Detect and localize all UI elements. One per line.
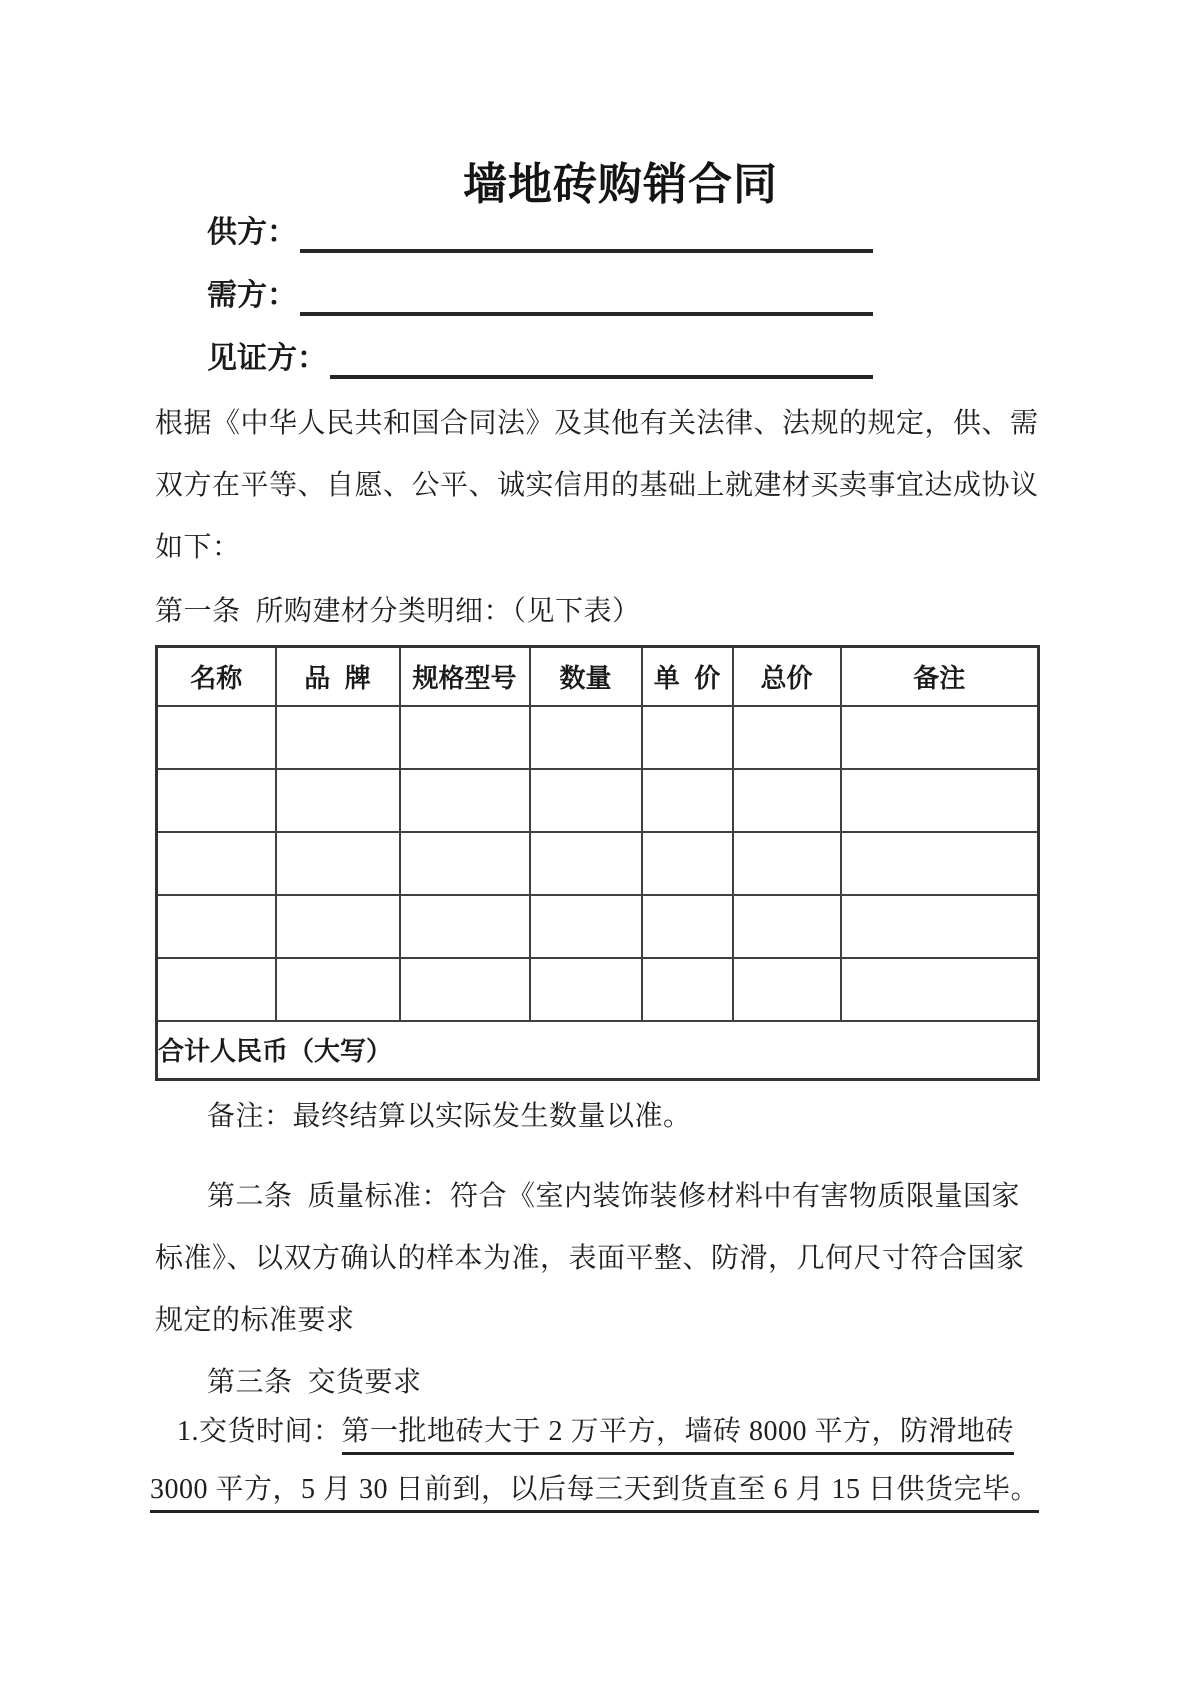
empty-cell [276, 958, 400, 1021]
empty-cell [733, 769, 841, 832]
intro-line-2: 双方在平等、自愿、公平、诚实信用的基础上就建材买卖事宜达成协议 [155, 470, 1039, 501]
col-header-qty: 数量 [530, 647, 642, 706]
col-header-total-price: 总价 [733, 647, 841, 706]
table-row [157, 958, 1039, 1021]
delivery-line-2 [150, 1474, 1039, 1506]
delivery-line-1 [177, 1416, 1014, 1448]
clause2-line-2: 标准》、以双方确认的样本为准，表面平整、防滑，几何尺寸符合国家 [155, 1243, 1025, 1274]
table-row [157, 769, 1039, 832]
clause3-heading: 第三条 交货要求 [207, 1367, 422, 1398]
table-row [157, 895, 1039, 958]
empty-cell [733, 958, 841, 1021]
col-header-remark: 备注 [841, 647, 1039, 706]
empty-cell [530, 706, 642, 769]
empty-cell [642, 895, 733, 958]
empty-cell [733, 706, 841, 769]
empty-cell [642, 832, 733, 895]
col-header-name: 名称 [157, 647, 276, 706]
clause2-line-1: 第二条 质量标准：符合《室内装饰装修材料中有害物质限量国家 [207, 1181, 1021, 1212]
empty-cell [642, 706, 733, 769]
empty-cell [276, 706, 400, 769]
clause2-line-3: 规定的标准要求 [155, 1305, 355, 1336]
empty-cell [276, 832, 400, 895]
empty-cell [400, 832, 530, 895]
empty-cell [157, 958, 276, 1021]
empty-cell [157, 895, 276, 958]
buyer-label: 需方： [207, 279, 297, 312]
delivery-underlined-text-1: 第一批地砖大于 2 万平方，墙砖 8000 平方，防滑地砖 [342, 1416, 1015, 1455]
empty-cell [157, 706, 276, 769]
empty-cell [733, 832, 841, 895]
after-table-note: 备注：最终结算以实际发生数量以准。 [207, 1101, 692, 1132]
empty-cell [841, 769, 1039, 832]
col-header-unit-price: 单 价 [642, 647, 733, 706]
table-row [157, 706, 1039, 769]
empty-cell [530, 769, 642, 832]
witness-label: 见证方： [207, 342, 327, 375]
empty-cell [642, 958, 733, 1021]
empty-cell [276, 895, 400, 958]
empty-cell [841, 895, 1039, 958]
delivery-prefix: 1.交货时间： [177, 1416, 342, 1447]
intro-line-3: 如下： [155, 532, 241, 563]
empty-cell [157, 832, 276, 895]
page-title: 墙地砖购销合同 [463, 160, 778, 209]
table-header-row [157, 647, 1039, 706]
empty-cell [642, 769, 733, 832]
empty-cell [157, 769, 276, 832]
delivery-underlined-text-2: 3000 平方，5 月 30 日前到，以后每三天到货直至 6 月 15 日供货完毕。 [150, 1474, 1039, 1513]
supplier-label: 供方： [207, 216, 297, 249]
buyer-blank-line [300, 312, 873, 316]
table-row [157, 832, 1039, 895]
supplier-blank-line [300, 249, 873, 253]
witness-blank-line [330, 375, 873, 379]
empty-cell [400, 769, 530, 832]
empty-cell [400, 895, 530, 958]
empty-cell [733, 895, 841, 958]
empty-cell [530, 895, 642, 958]
empty-cell [530, 832, 642, 895]
empty-cell [841, 832, 1039, 895]
empty-cell [400, 958, 530, 1021]
empty-cell [841, 706, 1039, 769]
col-header-brand: 品 牌 [276, 647, 400, 706]
empty-cell [276, 769, 400, 832]
empty-cell [530, 958, 642, 1021]
table-total-row [157, 1021, 1039, 1080]
col-header-spec: 规格型号 [400, 647, 530, 706]
clause1-heading: 第一条 所购建材分类明细：（见下表） [155, 596, 641, 627]
empty-cell [400, 706, 530, 769]
total-in-words-cell: 合计人民币（大写） [157, 1021, 1039, 1080]
empty-cell [841, 958, 1039, 1021]
intro-line-1: 根据《中华人民共和国合同法》及其他有关法律、法规的规定，供、需 [155, 408, 1039, 439]
materials-table [155, 645, 1040, 1081]
